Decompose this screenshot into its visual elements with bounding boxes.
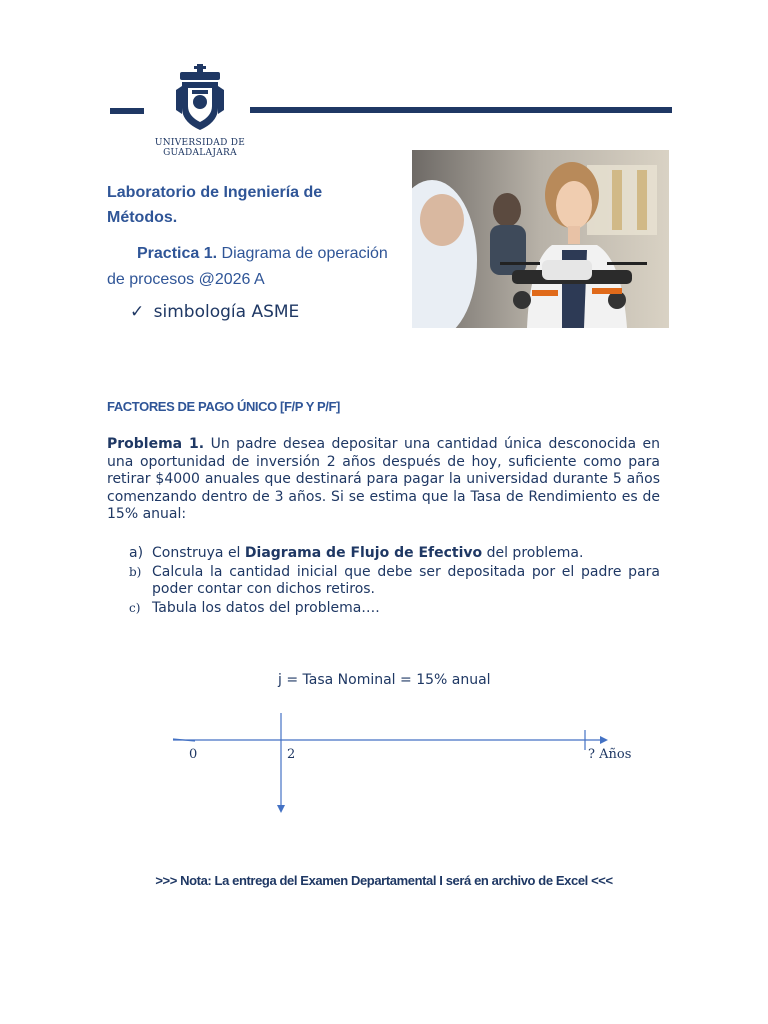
university-name-line1: UNIVERSIDAD DE <box>154 138 246 148</box>
crest-icon <box>150 62 250 134</box>
problem-text: Un padre desea depositar una cantidad única desconocida en una oportunidad de inversión 2 años después de hoy, suficiente como para retirar $4000 anuales que destinará para pagar la universidad durante 5 años comenzando dentro de 3 años. Si se estima que la Tasa de Rendimiento es de 15% anual: <box>107 436 660 522</box>
label-period-2: 2 <box>287 747 296 762</box>
header-rule-right <box>250 107 672 113</box>
university-name <box>150 138 250 158</box>
task-text-c: Tabula los datos del problema…. <box>152 599 380 616</box>
task-text-b: Calcula la cantidad inicial que debe ser depositada por el padre para poder contar con dichos retiros. <box>152 563 660 597</box>
asme-bullet <box>130 302 299 322</box>
university-logo <box>150 62 250 162</box>
label-end-years: ? Años <box>588 747 632 762</box>
header-rule-left <box>110 108 144 114</box>
delivery-note: >>> Nota: La entrega del Examen Departamental I será en archivo de Excel <<< <box>155 873 613 888</box>
task-list <box>129 545 660 618</box>
practica-title <box>107 241 407 293</box>
label-period-0: 0 <box>189 747 198 762</box>
problem-paragraph <box>107 436 660 524</box>
task-marker-c: c) <box>129 600 141 615</box>
task-a-bold: Diagrama de Flujo de Efectivo <box>244 545 483 561</box>
university-name-line2: GUADALAJARA <box>163 148 237 158</box>
task-a-pre: Construya el <box>152 545 245 561</box>
task-text-a <box>152 545 660 563</box>
task-marker-b: b) <box>129 564 142 579</box>
section-heading: FACTORES DE PAGO ÚNICO [F/P Y P/F] <box>107 399 340 414</box>
lab-title: Laboratorio de Ingeniería de Métodos. <box>107 184 323 226</box>
deposit-arrowhead-icon <box>277 805 285 813</box>
task-item-c <box>129 600 660 618</box>
cash-flow-diagram <box>170 705 640 820</box>
practica-text: Diagrama de operación de procesos @2026 A <box>107 245 388 288</box>
task-marker-a: a) <box>129 545 144 561</box>
axis-arrowhead-icon <box>600 736 608 744</box>
rate-label: j = Tasa Nominal = 15% anual <box>278 672 491 688</box>
problem-label: Problema 1. <box>107 436 205 452</box>
asme-text: simbología ASME <box>153 302 300 322</box>
checkmark-icon: ✓ <box>130 302 145 322</box>
student-drone-image <box>412 150 669 328</box>
task-a-post: del problema. <box>482 545 584 561</box>
student-photo <box>412 150 669 328</box>
task-item-a <box>129 545 660 563</box>
practica-label: Practica 1. <box>137 245 218 262</box>
task-item-b <box>129 564 660 599</box>
